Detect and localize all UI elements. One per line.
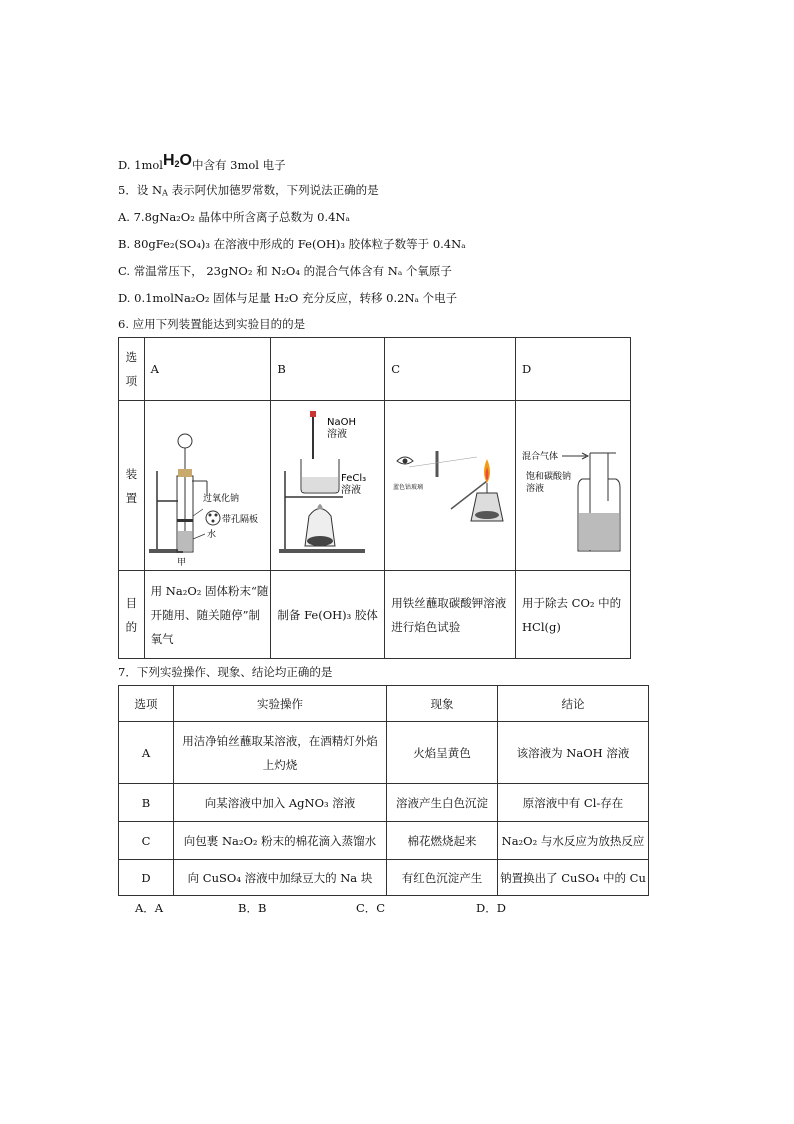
label-fecl3-solution: 溶液 <box>341 485 362 496</box>
device-label: 装 置 <box>119 401 145 571</box>
label-mixed-gas: 混合气体 <box>522 452 559 462</box>
device-b-cell <box>271 401 385 571</box>
header-option-label: 选 项 <box>119 338 145 401</box>
q6-table <box>118 337 631 659</box>
q5-stem: 5．设 $N_A$ 表示阿伏加德罗常数，下列说法正确的是 <box>118 183 379 198</box>
purpose-b: 制备 Fe(OH)₃ 胶体 <box>271 571 385 659</box>
table-row: A 用洁净铂丝蘸取某溶液，在酒精灯外焰上灼烧 火焰呈黄色 该溶液为 NaOH 溶液 <box>119 722 649 784</box>
header-a: A <box>144 338 271 401</box>
answer-b[interactable]: B．B <box>238 901 267 915</box>
q7-stem: 7．下列实验操作、现象、结论均正确的是 <box>118 665 333 679</box>
purpose-d: 用于除去 CO₂ 中的 HCl(g) <box>516 571 631 659</box>
answer-a[interactable]: A．A <box>135 901 164 915</box>
apparatus-c-diagram <box>385 401 511 567</box>
label-naoh-solution: 溶液 <box>327 429 348 440</box>
apparatus-a-diagram <box>145 401 267 567</box>
q7-header-option: 选项 <box>119 686 174 722</box>
q7-header-conclusion: 结论 <box>498 686 649 722</box>
apparatus-d-diagram <box>516 401 630 567</box>
q5-option-d: D. 0.1molNa₂O₂ 固体与足量 H₂O 充分反应，转移 0.2Nₐ 个电子 <box>118 291 458 305</box>
q7-table <box>118 685 649 896</box>
q5-option-a: A. 7.8gNa₂O₂ 晶体中所含离子总数为 0.4Nₐ <box>118 210 350 224</box>
purpose-c: 用铁丝蘸取碳酸钾溶液进行焰色试验 <box>385 571 516 659</box>
q7-header-operation: 实验操作 <box>174 686 387 722</box>
label-cobalt-glass: 蓝色钴玻璃 <box>393 484 424 491</box>
q6-stem: 6. 应用下列装置能达到实验目的的是 <box>118 317 306 331</box>
label-water: 水 <box>206 530 216 540</box>
label-plate: 带孔隔板 <box>221 515 258 525</box>
purpose-label: 目 的 <box>119 571 145 659</box>
apparatus-b-diagram <box>271 401 380 567</box>
label-sodium-carbonate: 饱和碳酸钠 <box>526 472 572 482</box>
h2o-formula: $H_2O$ <box>162 152 192 169</box>
label-solution: 溶液 <box>526 484 545 494</box>
device-d-cell <box>516 401 631 571</box>
q5-option-b: B. 80gFe₂(SO₄)₃ 在溶液中形成的 Fe(OH)₃ 胶体粒子数等于 0.4Nₐ <box>118 237 466 251</box>
answer-c[interactable]: C．C <box>356 901 386 915</box>
purpose-a: 用 Na₂O₂ 固体粉末“随开随用、随关随停”制氧气 <box>144 571 271 659</box>
header-d: D <box>516 338 631 401</box>
table-row: C 向包裹 Na₂O₂ 粉末的棉花滴入蒸馏水 棉花燃烧起来 Na₂O₂ 与水反应为放热反应 <box>119 822 649 860</box>
label-jia: 甲 <box>176 558 186 567</box>
table-row: D 向 CuSO₄ 溶液中加绿豆大的 Na 块 有红色沉淀产生 钠置换出了 CuSO₄ 中的 Cu <box>119 860 649 896</box>
device-c-cell <box>385 401 516 571</box>
device-a-cell <box>144 401 271 571</box>
label-fecl3: FeCl₃ <box>341 473 367 484</box>
header-c: C <box>385 338 516 401</box>
q5-option-c: C. 常温常压下， 23gNO₂ 和 N₂O₄ 的混合气体含有 Nₐ 个氧原子 <box>118 264 452 278</box>
label-naoh: NaOH <box>327 417 357 428</box>
label-peroxide: 过氧化钠 <box>202 494 239 504</box>
answer-d[interactable]: D．D <box>476 901 506 915</box>
q4-option-d: D. 1molH$_2$O中含有 3mol 电子 <box>118 152 286 172</box>
table-row: B 向某溶液中加入 AgNO₃ 溶液 溶液产生白色沉淀 原溶液中有 Cl-存在 <box>119 784 649 822</box>
header-b: B <box>271 338 385 401</box>
q7-header-phenomenon: 现象 <box>387 686 498 722</box>
